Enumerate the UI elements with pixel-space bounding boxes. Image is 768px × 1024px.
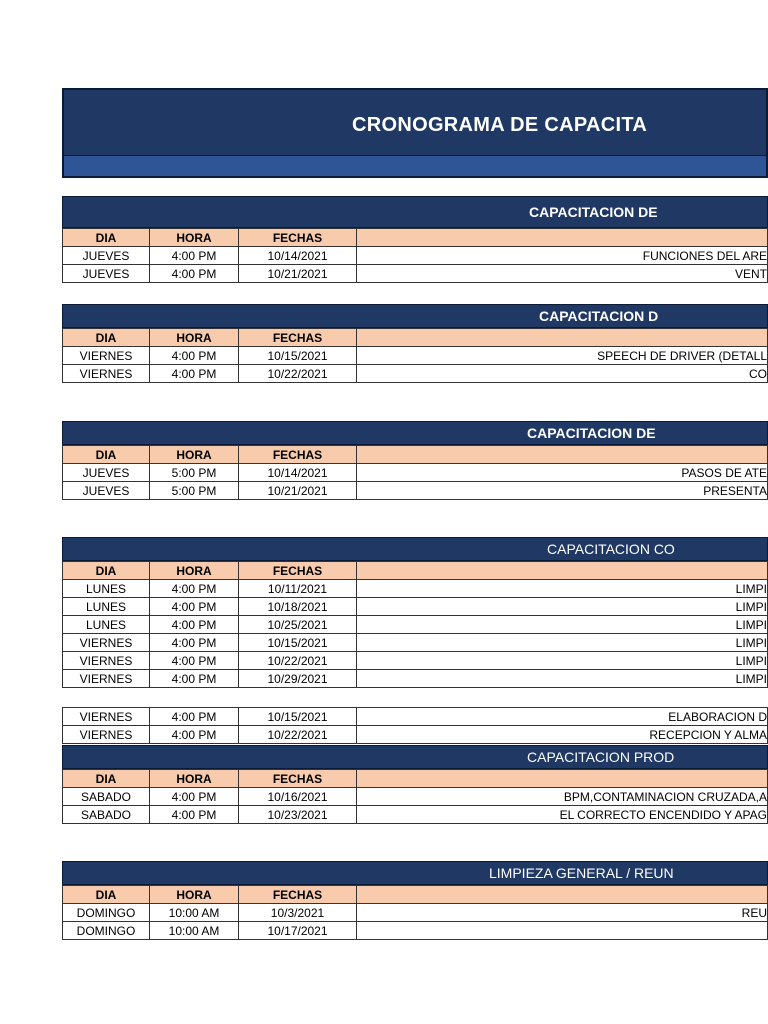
- cell-fecha[interactable]: 10/25/2021: [239, 616, 357, 634]
- cell-dia[interactable]: JUEVES: [63, 482, 150, 500]
- column-header-desc: [357, 770, 768, 788]
- cell-hora[interactable]: 4:00 PM: [150, 634, 239, 652]
- column-header-row: [63, 446, 768, 464]
- cell-desc[interactable]: FUNCIONES DEL ARE: [357, 247, 768, 265]
- section-6: [62, 745, 768, 824]
- column-header-dia: DIA: [63, 229, 150, 247]
- table-row: [63, 265, 768, 283]
- cell-fecha[interactable]: 10/21/2021: [239, 482, 357, 500]
- table-row: [63, 670, 768, 688]
- cell-hora[interactable]: 4:00 PM: [150, 806, 239, 824]
- schedule-table: [62, 769, 768, 824]
- cell-fecha[interactable]: 10/21/2021: [239, 265, 357, 283]
- section-1: [62, 196, 768, 283]
- cell-fecha[interactable]: 10/15/2021: [239, 634, 357, 652]
- cell-hora[interactable]: 4:00 PM: [150, 670, 239, 688]
- schedule-title-band: [62, 88, 768, 178]
- cell-desc[interactable]: BPM,CONTAMINACION CRUZADA,A: [357, 788, 768, 806]
- cell-dia[interactable]: DOMINGO: [63, 904, 150, 922]
- column-header-desc: [357, 229, 768, 247]
- section-header: [62, 861, 768, 885]
- cell-fecha[interactable]: 10/15/2021: [239, 347, 357, 365]
- table-row: [63, 652, 768, 670]
- cell-desc[interactable]: PRESENTA: [357, 482, 768, 500]
- table-row: [63, 806, 768, 824]
- cell-fecha[interactable]: 10/22/2021: [239, 726, 357, 744]
- cell-fecha[interactable]: 10/15/2021: [239, 708, 357, 726]
- cell-hora[interactable]: 10:00 AM: [150, 922, 239, 940]
- column-header-row: [63, 886, 768, 904]
- cell-dia[interactable]: VIERNES: [63, 670, 150, 688]
- column-header-desc: [357, 886, 768, 904]
- cell-dia[interactable]: SABADO: [63, 806, 150, 824]
- column-header-fechas: FECHAS: [239, 229, 357, 247]
- cell-dia[interactable]: DOMINGO: [63, 922, 150, 940]
- cell-fecha[interactable]: 10/11/2021: [239, 580, 357, 598]
- column-header-dia: DIA: [63, 446, 150, 464]
- table-row: [63, 904, 768, 922]
- cell-fecha[interactable]: 10/29/2021: [239, 670, 357, 688]
- schedule-table: [62, 561, 768, 688]
- section-header: [62, 537, 768, 561]
- column-header-row: [63, 770, 768, 788]
- cell-desc[interactable]: LIMPI: [357, 616, 768, 634]
- column-header-hora: HORA: [150, 562, 239, 580]
- schedule-table: [62, 885, 768, 940]
- cell-hora[interactable]: 4:00 PM: [150, 788, 239, 806]
- column-header-desc: [357, 329, 768, 347]
- section-2: [62, 304, 768, 383]
- cell-hora[interactable]: 4:00 PM: [150, 652, 239, 670]
- column-header-fechas: FECHAS: [239, 886, 357, 904]
- section-header: [62, 304, 768, 328]
- cell-desc[interactable]: VENT: [357, 265, 768, 283]
- cell-fecha[interactable]: 10/16/2021: [239, 788, 357, 806]
- title-strip: [64, 155, 766, 176]
- cell-hora[interactable]: 4:00 PM: [150, 365, 239, 383]
- table-row: [63, 634, 768, 652]
- cell-dia[interactable]: SABADO: [63, 788, 150, 806]
- column-header-hora: HORA: [150, 770, 239, 788]
- table-row: [63, 464, 768, 482]
- column-header-fechas: FECHAS: [239, 562, 357, 580]
- column-header-dia: DIA: [63, 886, 150, 904]
- cell-hora[interactable]: 4:00 PM: [150, 726, 239, 744]
- section-title: CAPACITACION CO: [547, 541, 675, 557]
- cell-desc[interactable]: ELABORACION D: [357, 708, 768, 726]
- table-row: [63, 726, 768, 744]
- column-header-dia: DIA: [63, 770, 150, 788]
- section-title: CAPACITACION DE: [529, 204, 658, 220]
- column-header-hora: HORA: [150, 446, 239, 464]
- cell-dia[interactable]: VIERNES: [63, 365, 150, 383]
- table-row: [63, 247, 768, 265]
- cell-hora[interactable]: 10:00 AM: [150, 904, 239, 922]
- table-row: [63, 347, 768, 365]
- cell-fecha[interactable]: 10/23/2021: [239, 806, 357, 824]
- column-header-fechas: FECHAS: [239, 770, 357, 788]
- table-row: [63, 580, 768, 598]
- cell-hora[interactable]: 5:00 PM: [150, 482, 239, 500]
- column-header-row: [63, 229, 768, 247]
- section-4: [62, 537, 768, 688]
- table-row: [63, 708, 768, 726]
- section-3: [62, 421, 768, 500]
- cell-hora[interactable]: 4:00 PM: [150, 265, 239, 283]
- section-title: CAPACITACION DE: [527, 425, 656, 441]
- schedule-table: [62, 445, 768, 500]
- cell-fecha[interactable]: 10/22/2021: [239, 365, 357, 383]
- table-row: [63, 922, 768, 940]
- section-7: [62, 861, 768, 940]
- cell-dia[interactable]: LUNES: [63, 616, 150, 634]
- column-header-hora: HORA: [150, 229, 239, 247]
- cell-desc[interactable]: CO: [357, 365, 768, 383]
- cell-hora[interactable]: 5:00 PM: [150, 464, 239, 482]
- table-row: [63, 482, 768, 500]
- cell-desc[interactable]: EL CORRECTO ENCENDIDO Y APAG: [357, 806, 768, 824]
- cell-hora[interactable]: 4:00 PM: [150, 247, 239, 265]
- cell-hora[interactable]: 4:00 PM: [150, 580, 239, 598]
- column-header-desc: [357, 562, 768, 580]
- cell-dia[interactable]: LUNES: [63, 598, 150, 616]
- section-header: [62, 745, 768, 769]
- cell-fecha[interactable]: 10/22/2021: [239, 652, 357, 670]
- section-header: [62, 196, 768, 228]
- cell-dia[interactable]: VIERNES: [63, 347, 150, 365]
- cell-hora[interactable]: 4:00 PM: [150, 347, 239, 365]
- column-header-dia: DIA: [63, 329, 150, 347]
- table-row: [63, 788, 768, 806]
- section-title: CAPACITACION PROD: [527, 749, 675, 765]
- cell-desc[interactable]: LIMPI: [357, 652, 768, 670]
- section-title: CAPACITACION D: [539, 308, 659, 324]
- table-row: [63, 616, 768, 634]
- cell-hora[interactable]: 4:00 PM: [150, 616, 239, 634]
- cell-dia[interactable]: JUEVES: [63, 247, 150, 265]
- column-header-dia: DIA: [63, 562, 150, 580]
- cell-desc[interactable]: PASOS DE ATE: [357, 464, 768, 482]
- cell-dia[interactable]: VIERNES: [63, 652, 150, 670]
- column-header-fechas: FECHAS: [239, 446, 357, 464]
- table-row: [63, 598, 768, 616]
- cell-desc[interactable]: LIMPI: [357, 634, 768, 652]
- cell-fecha[interactable]: 10/3/2021: [239, 904, 357, 922]
- section-title: LIMPIEZA GENERAL / REUN: [489, 865, 674, 881]
- cell-desc[interactable]: RECEPCION Y ALMA: [357, 726, 768, 744]
- cell-fecha[interactable]: 10/18/2021: [239, 598, 357, 616]
- cell-desc[interactable]: LIMPI: [357, 580, 768, 598]
- cell-dia[interactable]: JUEVES: [63, 265, 150, 283]
- schedule-table: [62, 707, 768, 744]
- column-header-desc: [357, 446, 768, 464]
- cell-dia[interactable]: VIERNES: [63, 634, 150, 652]
- schedule-table: [62, 328, 768, 383]
- table-row: [63, 365, 768, 383]
- column-header-hora: HORA: [150, 329, 239, 347]
- cell-hora[interactable]: 4:00 PM: [150, 598, 239, 616]
- section-header: [62, 421, 768, 445]
- cell-desc[interactable]: REU: [357, 904, 768, 922]
- cell-desc[interactable]: SPEECH DE DRIVER (DETALL: [357, 347, 768, 365]
- cell-dia[interactable]: VIERNES: [63, 708, 150, 726]
- section-5: [62, 707, 768, 744]
- cell-desc[interactable]: LIMPI: [357, 598, 768, 616]
- column-header-row: [63, 562, 768, 580]
- cell-fecha[interactable]: 10/14/2021: [239, 464, 357, 482]
- cell-desc[interactable]: LIMPI: [357, 670, 768, 688]
- cell-desc[interactable]: [357, 922, 768, 940]
- cell-fecha[interactable]: 10/14/2021: [239, 247, 357, 265]
- page-title: CRONOGRAMA DE CAPACITA: [352, 114, 648, 136]
- column-header-fechas: FECHAS: [239, 329, 357, 347]
- cell-dia[interactable]: JUEVES: [63, 464, 150, 482]
- column-header-row: [63, 329, 768, 347]
- cell-dia[interactable]: VIERNES: [63, 726, 150, 744]
- schedule-table: [62, 228, 768, 283]
- column-header-hora: HORA: [150, 886, 239, 904]
- cell-hora[interactable]: 4:00 PM: [150, 708, 239, 726]
- cell-dia[interactable]: LUNES: [63, 580, 150, 598]
- cell-fecha[interactable]: 10/17/2021: [239, 922, 357, 940]
